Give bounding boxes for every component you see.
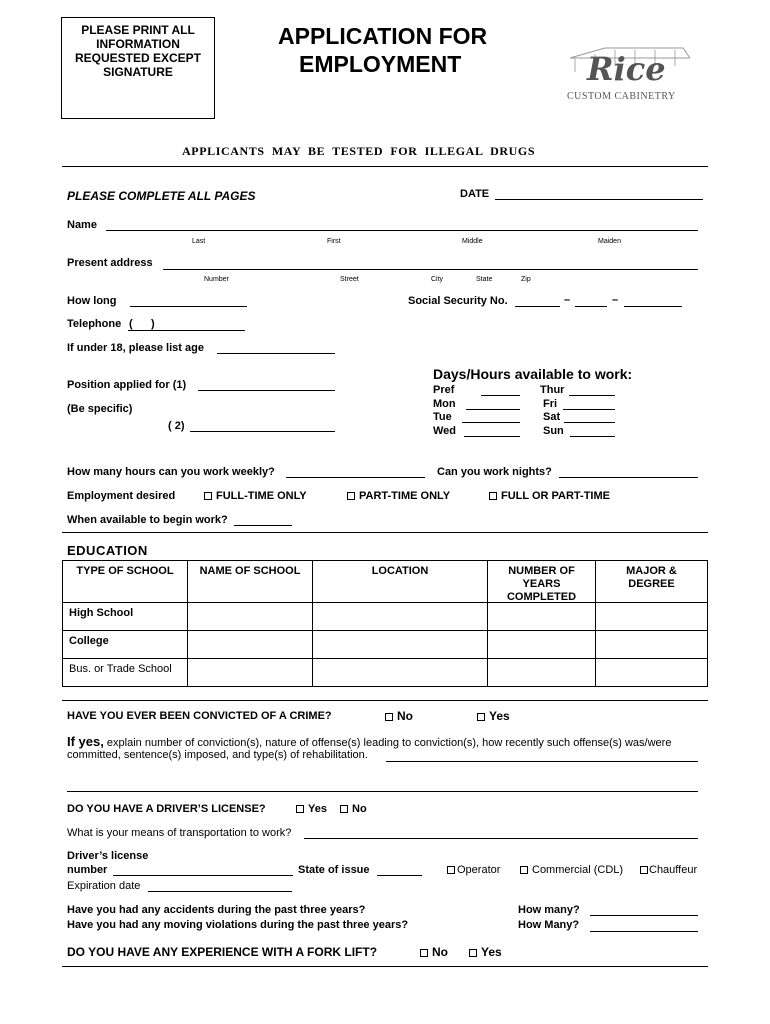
position-2-field[interactable] <box>190 431 335 432</box>
edu-cell[interactable] <box>487 630 596 659</box>
telephone-label: Telephone <box>67 318 122 330</box>
expiration-field[interactable] <box>148 891 292 892</box>
edu-cell[interactable] <box>312 658 488 687</box>
checkbox-icon <box>640 866 648 874</box>
part-time-checkbox[interactable]: PART-TIME ONLY <box>347 490 450 502</box>
name-field[interactable] <box>106 230 698 231</box>
nights-field[interactable] <box>559 477 698 478</box>
checkbox-icon <box>477 713 485 721</box>
day-field-pref[interactable] <box>481 395 520 396</box>
state-issue-field[interactable] <box>377 875 422 876</box>
date-field[interactable] <box>495 199 703 200</box>
edu-cell[interactable] <box>595 602 708 631</box>
name-sub-first: First <box>327 238 341 245</box>
day-field-sat[interactable] <box>564 422 615 423</box>
accidents-question: Have you had any accidents during the past three years? <box>67 904 366 916</box>
address-field[interactable] <box>163 269 698 270</box>
page-title-line1: APPLICATION FOR <box>278 23 488 49</box>
edu-header-major: MAJOR & DEGREE <box>595 560 708 603</box>
full-or-part-checkbox[interactable]: FULL OR PART-TIME <box>489 490 610 502</box>
crime-explain-1 <box>67 734 671 749</box>
license-number-field[interactable] <box>113 875 293 876</box>
address-label: Present address <box>67 257 153 269</box>
forklift-question: DO YOU HAVE ANY EXPERIENCE WITH A FORK LIFT? <box>67 945 378 959</box>
hours-weekly-field[interactable] <box>286 477 425 478</box>
logo-name: Rice <box>587 50 666 88</box>
hours-weekly-label: How many hours can you work weekly? <box>67 466 275 478</box>
day-field-thur[interactable] <box>569 395 615 396</box>
ssn-field-1[interactable] <box>515 306 560 307</box>
full-time-checkbox[interactable]: FULL-TIME ONLY <box>204 490 307 502</box>
day-label-fri: Fri <box>543 398 558 410</box>
edu-row-trade-school: Bus. or Trade School <box>62 658 188 687</box>
logo-tagline: CUSTOM CABINETRY <box>567 91 676 102</box>
edu-header-name: NAME OF SCHOOL <box>187 560 313 603</box>
edu-cell[interactable] <box>595 630 708 659</box>
name-sub-last: Last <box>192 238 206 245</box>
edu-cell[interactable] <box>487 602 596 631</box>
edu-cell[interactable] <box>312 602 488 631</box>
violations-question: Have you had any moving violations during the past three years? <box>67 919 409 931</box>
under-18-field[interactable] <box>217 353 335 354</box>
telephone-field[interactable] <box>128 330 245 331</box>
license-number-label: number <box>67 864 108 876</box>
available-begin-label: When available to begin work? <box>67 514 228 526</box>
explain-text-1: explain number of conviction(s), nature of offense(s) leading to conviction(s), how recently such offense(s) was/were <box>103 737 672 749</box>
ssn-field-2[interactable] <box>575 306 607 307</box>
state-issue-label: State of issue <box>298 864 370 876</box>
crime-no-checkbox[interactable]: No <box>385 709 413 723</box>
chauffeur-checkbox[interactable]: Chauffeur <box>640 864 697 876</box>
checkbox-icon <box>447 866 455 874</box>
day-label-pref: Pref <box>433 384 455 396</box>
cdl-checkbox[interactable]: Commercial (CDL) <box>520 864 623 876</box>
edu-cell[interactable] <box>187 630 313 659</box>
crime-explain-2: committed, sentence(s) imposed, and type(s) of rehabilitation. <box>67 749 368 761</box>
ssn-sep-2: – <box>612 294 619 306</box>
forklift-yes-checkbox[interactable]: Yes <box>469 945 502 959</box>
name-label: Name <box>67 219 97 231</box>
name-sub-middle: Middle <box>462 238 483 245</box>
available-begin-field[interactable] <box>234 525 292 526</box>
be-specific-label: (Be specific) <box>67 403 133 415</box>
day-label-mon: Mon <box>433 398 456 410</box>
notice-text: PLEASE PRINT ALL INFORMATION REQUESTED EXCEPT SIGNATURE <box>74 23 202 79</box>
accidents-how-many-label: How many? <box>518 904 580 916</box>
license-no-checkbox[interactable]: No <box>340 803 367 815</box>
edu-header-years: NUMBER OF YEARS COMPLETED <box>487 560 596 603</box>
violations-how-many-field[interactable] <box>590 931 698 932</box>
edu-cell[interactable] <box>312 630 488 659</box>
crime-explain-field-1[interactable] <box>386 761 698 762</box>
expiration-label: Expiration date <box>67 880 141 892</box>
checkbox-icon <box>296 805 304 813</box>
day-field-mon[interactable] <box>466 409 520 410</box>
address-sub-city: City <box>431 276 444 283</box>
divider <box>62 966 708 967</box>
checkbox-icon <box>520 866 528 874</box>
day-label-thur: Thur <box>540 384 565 396</box>
date-label: DATE <box>460 188 490 200</box>
day-field-tue[interactable] <box>462 422 520 423</box>
telephone-paren-open: ( <box>129 318 133 330</box>
edu-cell[interactable] <box>595 658 708 687</box>
address-sub-zip: Zip <box>521 276 531 283</box>
checkbox-icon <box>469 949 477 957</box>
day-label-wed: Wed <box>433 425 457 437</box>
license-yes-checkbox[interactable]: Yes <box>296 803 327 815</box>
how-long-label: How long <box>67 295 117 307</box>
edu-row-college: College <box>62 630 188 659</box>
ssn-label: Social Security No. <box>408 295 508 307</box>
position-1-field[interactable] <box>198 390 335 391</box>
crime-yes-checkbox[interactable]: Yes <box>477 709 510 723</box>
day-field-fri[interactable] <box>563 409 615 410</box>
edu-cell[interactable] <box>487 658 596 687</box>
license-question: DO YOU HAVE A DRIVER’S LICENSE? <box>67 803 266 815</box>
company-logo <box>565 44 695 106</box>
complete-all-pages: PLEASE COMPLETE ALL PAGES <box>67 189 256 203</box>
checkbox-icon <box>385 713 393 721</box>
day-field-sun[interactable] <box>570 436 615 437</box>
drug-test-notice: APPLICANTS MAY BE TESTED FOR ILLEGAL DRUGS <box>182 144 536 158</box>
day-field-wed[interactable] <box>464 436 520 437</box>
day-label-sat: Sat <box>543 411 561 423</box>
operator-checkbox[interactable]: Operator <box>447 864 500 876</box>
address-sub-number: Number <box>204 276 229 283</box>
edu-header-location: LOCATION <box>312 560 488 603</box>
edu-cell[interactable] <box>187 658 313 687</box>
forklift-no-checkbox[interactable]: No <box>420 945 448 959</box>
day-label-tue: Tue <box>433 411 452 423</box>
page-title-line2: EMPLOYMENT <box>299 51 462 77</box>
transport-label: What is your means of transportation to work? <box>67 827 292 839</box>
checkbox-icon <box>204 492 212 500</box>
position-2-label: ( 2) <box>168 420 185 432</box>
transport-field[interactable] <box>304 838 698 839</box>
days-title: Days/Hours available to work: <box>433 366 633 382</box>
ssn-sep-1: – <box>564 294 571 306</box>
education-title: EDUCATION <box>67 543 148 558</box>
address-sub-street: Street <box>340 276 359 283</box>
accidents-how-many-field[interactable] <box>590 915 698 916</box>
edu-row-high-school: High School <box>62 602 188 631</box>
address-sub-state: State <box>476 276 493 283</box>
ssn-field-3[interactable] <box>624 306 682 307</box>
if-yes-label: If yes, <box>67 734 104 749</box>
day-label-sun: Sun <box>543 425 564 437</box>
how-long-field[interactable] <box>130 306 247 307</box>
crime-explain-field-2[interactable] <box>67 791 698 792</box>
employment-label: Employment desired <box>67 490 176 502</box>
telephone-paren-close: ) <box>151 318 155 330</box>
checkbox-icon <box>420 949 428 957</box>
checkbox-icon <box>489 492 497 500</box>
divider <box>62 166 708 167</box>
nights-label: Can you work nights? <box>437 466 552 478</box>
position-label: Position applied for (1) <box>67 379 187 391</box>
divider <box>62 700 708 701</box>
checkbox-icon <box>340 805 348 813</box>
crime-question: HAVE YOU EVER BEEN CONVICTED OF A CRIME? <box>67 710 332 722</box>
drivers-license-label: Driver’s license <box>67 850 149 862</box>
under-18-label: If under 18, please list age <box>67 342 204 354</box>
divider <box>62 532 708 533</box>
notice-box <box>61 17 215 119</box>
edu-cell[interactable] <box>187 602 313 631</box>
checkbox-icon <box>347 492 355 500</box>
name-sub-maiden: Maiden <box>598 238 621 245</box>
edu-header-type: TYPE OF SCHOOL <box>62 560 188 603</box>
violations-how-many-label: How Many? <box>518 919 580 931</box>
